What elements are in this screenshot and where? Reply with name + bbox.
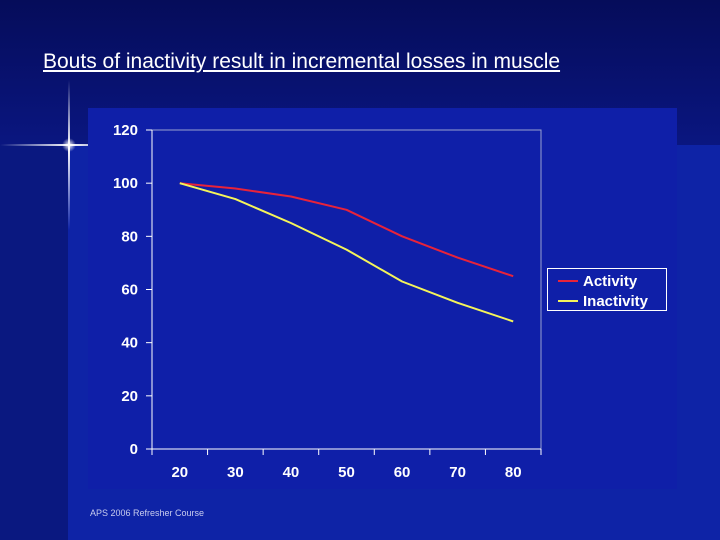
y-tick-label-120: 120 bbox=[112, 122, 138, 139]
x-tick-label-30: 30 bbox=[227, 464, 244, 481]
x-tick-label-60: 60 bbox=[393, 464, 411, 481]
x-tick-label-50: 50 bbox=[338, 464, 355, 481]
x-tick-label-80: 80 bbox=[504, 464, 522, 481]
slide-footer: APS 2006 Refresher Course bbox=[90, 508, 205, 518]
legend-label-activity: Activity bbox=[583, 272, 638, 290]
x-tick-label-20: 20 bbox=[171, 464, 189, 481]
y-tick-label-100: 100 bbox=[112, 175, 138, 193]
legend-item-activity bbox=[558, 271, 637, 291]
chart-legend bbox=[547, 268, 667, 311]
x-tick-label-70: 70 bbox=[449, 464, 466, 481]
y-tick-label-40: 40 bbox=[121, 334, 138, 352]
legend-item-inactivity bbox=[558, 291, 648, 311]
y-tick-label-80: 80 bbox=[121, 228, 138, 246]
legend-swatch-inactivity bbox=[558, 300, 578, 302]
legend-label-inactivity: Inactivity bbox=[583, 292, 649, 310]
y-tick-label-0: 0 bbox=[129, 441, 138, 458]
legend-swatch-activity bbox=[558, 280, 578, 282]
y-tick-label-20: 20 bbox=[121, 387, 138, 405]
y-tick-label-60: 60 bbox=[121, 281, 138, 299]
x-tick-label-40: 40 bbox=[282, 464, 300, 481]
slide-title: Bouts of inactivity result in incremental losses in muscle bbox=[43, 50, 561, 73]
